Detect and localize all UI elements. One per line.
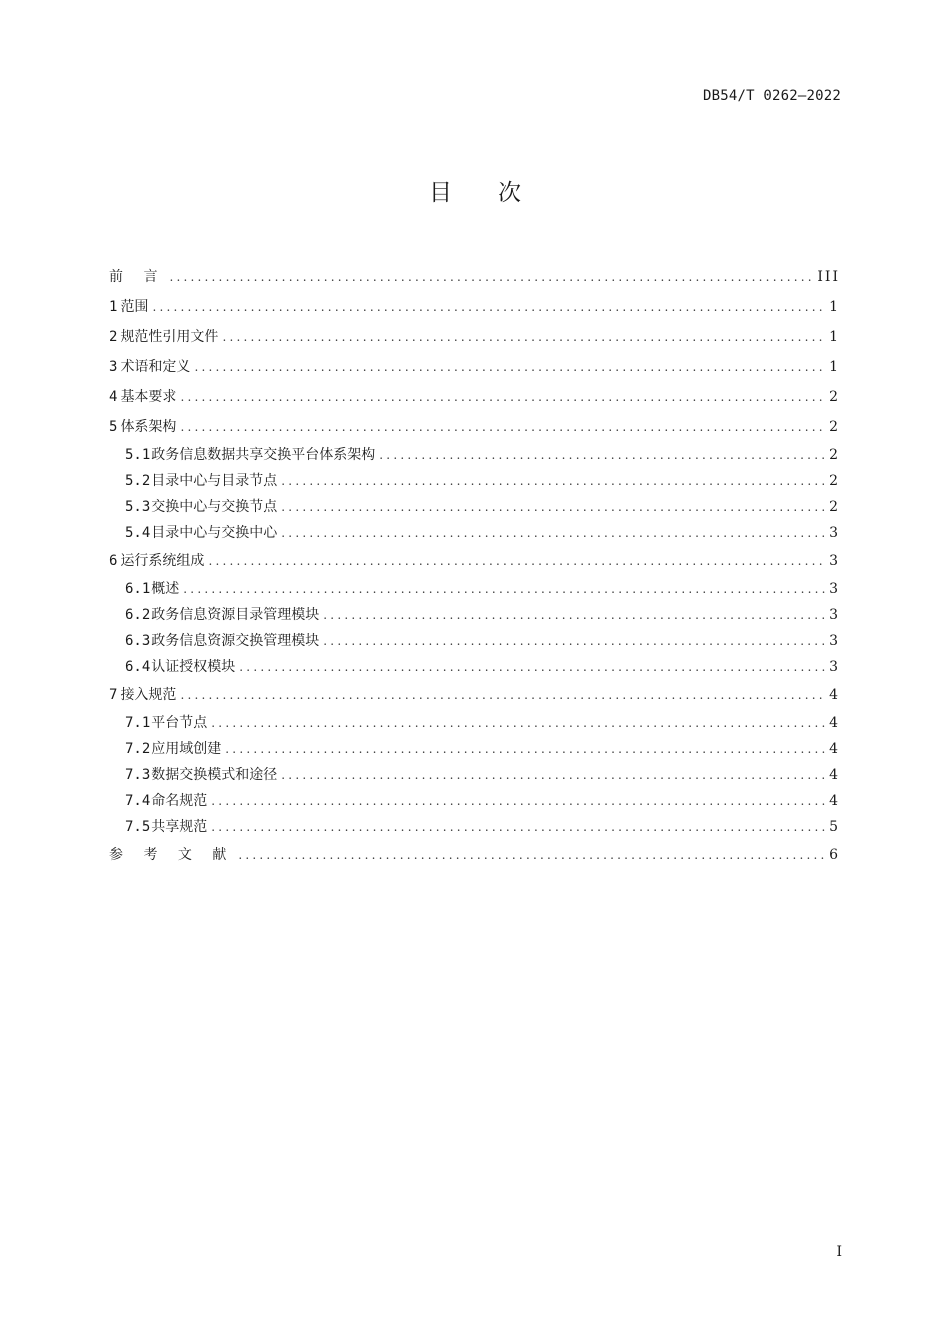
toc-dot-leader <box>281 520 825 546</box>
toc-entry-page: 4 <box>829 793 840 809</box>
toc-entry-page: III <box>817 269 840 285</box>
toc-dot-leader <box>180 412 825 442</box>
toc-entry-number: 7.2 <box>125 741 151 757</box>
toc-entry[interactable] <box>109 628 840 654</box>
toc-dot-leader <box>281 762 825 788</box>
page-number: I <box>836 1244 842 1260</box>
page-title <box>0 174 950 207</box>
toc-entry-number: 5.4 <box>125 525 151 541</box>
toc-entry[interactable] <box>109 680 840 710</box>
toc-entry[interactable] <box>109 494 840 520</box>
toc-entry[interactable] <box>109 520 840 546</box>
toc-entry[interactable] <box>109 322 840 352</box>
toc-entry-page: 3 <box>829 553 840 569</box>
toc-dot-leader <box>169 262 813 292</box>
document-code: DB54/T 0262—2022 <box>702 88 841 104</box>
toc-entry-number: 7 <box>109 687 118 703</box>
toc-entry-page: 5 <box>829 819 840 835</box>
toc-dot-leader <box>281 468 825 494</box>
toc-dot-leader <box>225 736 825 762</box>
toc-entry-page: 3 <box>829 659 840 675</box>
toc-entry-number: 6.1 <box>125 581 151 597</box>
toc-entry-page: 1 <box>829 299 840 315</box>
toc-entry[interactable] <box>109 412 840 442</box>
toc-dot-leader <box>194 352 825 382</box>
toc-entry-label: 应用域创建 <box>151 741 222 757</box>
toc-entry[interactable] <box>109 292 840 322</box>
toc-dot-leader <box>183 576 825 602</box>
toc-entry-label: 运行系统组成 <box>120 553 205 569</box>
toc-entry-number: 5.2 <box>125 473 151 489</box>
toc-entry-label: 交换中心与交换节点 <box>151 499 278 515</box>
toc-entry-label: 共享规范 <box>151 819 208 835</box>
toc-entry-page: 4 <box>829 741 840 757</box>
toc-entry[interactable] <box>109 840 840 870</box>
toc-entry-number: 4 <box>109 389 118 405</box>
toc-entry-label: 规范性引用文件 <box>120 329 219 345</box>
toc-entry-label: 政务信息数据共享交换平台体系架构 <box>151 447 376 463</box>
toc-entry-label: 认证授权模块 <box>151 659 236 675</box>
toc-dot-leader <box>323 602 825 628</box>
toc-entry-label: 基本要求 <box>120 389 177 405</box>
toc-entry-label: 接入规范 <box>120 687 177 703</box>
toc-dot-leader <box>238 840 825 870</box>
toc-entry-label: 体系架构 <box>120 419 177 435</box>
toc-entry-page: 3 <box>829 525 840 541</box>
toc-entry-page: 2 <box>829 389 840 405</box>
toc-dot-leader <box>208 546 825 576</box>
toc-entry-label: 政务信息资源目录管理模块 <box>151 607 320 623</box>
toc-entry-number: 3 <box>109 359 118 375</box>
toc-entry-number: 7.4 <box>125 793 151 809</box>
toc-entry[interactable] <box>109 262 840 292</box>
toc-entry-label: 政务信息资源交换管理模块 <box>151 633 320 649</box>
toc-entry-page: 4 <box>829 767 840 783</box>
toc-dot-leader <box>180 680 825 710</box>
toc-entry[interactable] <box>109 442 840 468</box>
toc-dot-leader <box>239 654 825 680</box>
page-title-part-1: 目 <box>429 180 452 206</box>
toc-entry-number: 6 <box>109 553 118 569</box>
toc-entry-number: 7.5 <box>125 819 151 835</box>
toc-entry[interactable] <box>109 654 840 680</box>
toc-entry[interactable] <box>109 602 840 628</box>
toc-entry-page: 2 <box>829 499 840 515</box>
toc-entry-label: 参 考 文 献 <box>109 847 235 863</box>
table-of-contents <box>109 262 840 870</box>
toc-entry-page: 3 <box>829 581 840 597</box>
toc-dot-leader <box>211 710 825 736</box>
toc-dot-leader <box>211 814 825 840</box>
toc-entry-label: 命名规范 <box>151 793 208 809</box>
toc-entry-page: 2 <box>829 473 840 489</box>
toc-entry-page: 6 <box>829 847 840 863</box>
toc-entry[interactable] <box>109 788 840 814</box>
toc-entry[interactable] <box>109 762 840 788</box>
toc-dot-leader <box>180 382 825 412</box>
toc-entry-number: 5 <box>109 419 118 435</box>
toc-entry-label: 概述 <box>151 581 180 597</box>
toc-entry[interactable] <box>109 382 840 412</box>
toc-entry-label: 术语和定义 <box>120 359 191 375</box>
toc-entry[interactable] <box>109 352 840 382</box>
toc-entry-page: 3 <box>829 607 840 623</box>
toc-entry-label: 范围 <box>120 299 149 315</box>
toc-entry-label: 目录中心与交换中心 <box>151 525 278 541</box>
toc-entry[interactable] <box>109 814 840 840</box>
toc-dot-leader <box>281 494 825 520</box>
toc-entry-page: 2 <box>829 419 840 435</box>
toc-entry[interactable] <box>109 710 840 736</box>
toc-entry-label: 数据交换模式和途径 <box>151 767 278 783</box>
toc-entry-number: 1 <box>109 299 118 315</box>
toc-entry-label: 前 言 <box>109 269 166 285</box>
toc-entry-number: 5.3 <box>125 499 151 515</box>
toc-entry-number: 6.3 <box>125 633 151 649</box>
toc-entry-label: 目录中心与目录节点 <box>151 473 278 489</box>
toc-dot-leader <box>379 442 825 468</box>
toc-entry-label: 平台节点 <box>151 715 208 731</box>
toc-entry[interactable] <box>109 736 840 762</box>
toc-entry-number: 7.3 <box>125 767 151 783</box>
toc-entry-number: 7.1 <box>125 715 151 731</box>
toc-entry-page: 4 <box>829 715 840 731</box>
toc-entry-number: 6.2 <box>125 607 151 623</box>
toc-entry-page: 4 <box>829 687 840 703</box>
toc-entry-number: 2 <box>109 329 118 345</box>
toc-dot-leader <box>211 788 825 814</box>
toc-entry-number: 5.1 <box>125 447 151 463</box>
page-title-part-2: 次 <box>498 180 521 206</box>
toc-entry-page: 3 <box>829 633 840 649</box>
toc-entry-page: 1 <box>829 329 840 345</box>
toc-entry[interactable] <box>109 546 840 576</box>
toc-entry-number: 6.4 <box>125 659 151 675</box>
toc-dot-leader <box>222 322 825 352</box>
toc-entry[interactable] <box>109 468 840 494</box>
toc-entry[interactable] <box>109 576 840 602</box>
toc-dot-leader <box>152 292 825 322</box>
toc-entry-page: 1 <box>829 359 840 375</box>
toc-dot-leader <box>323 628 825 654</box>
toc-entry-page: 2 <box>829 447 840 463</box>
